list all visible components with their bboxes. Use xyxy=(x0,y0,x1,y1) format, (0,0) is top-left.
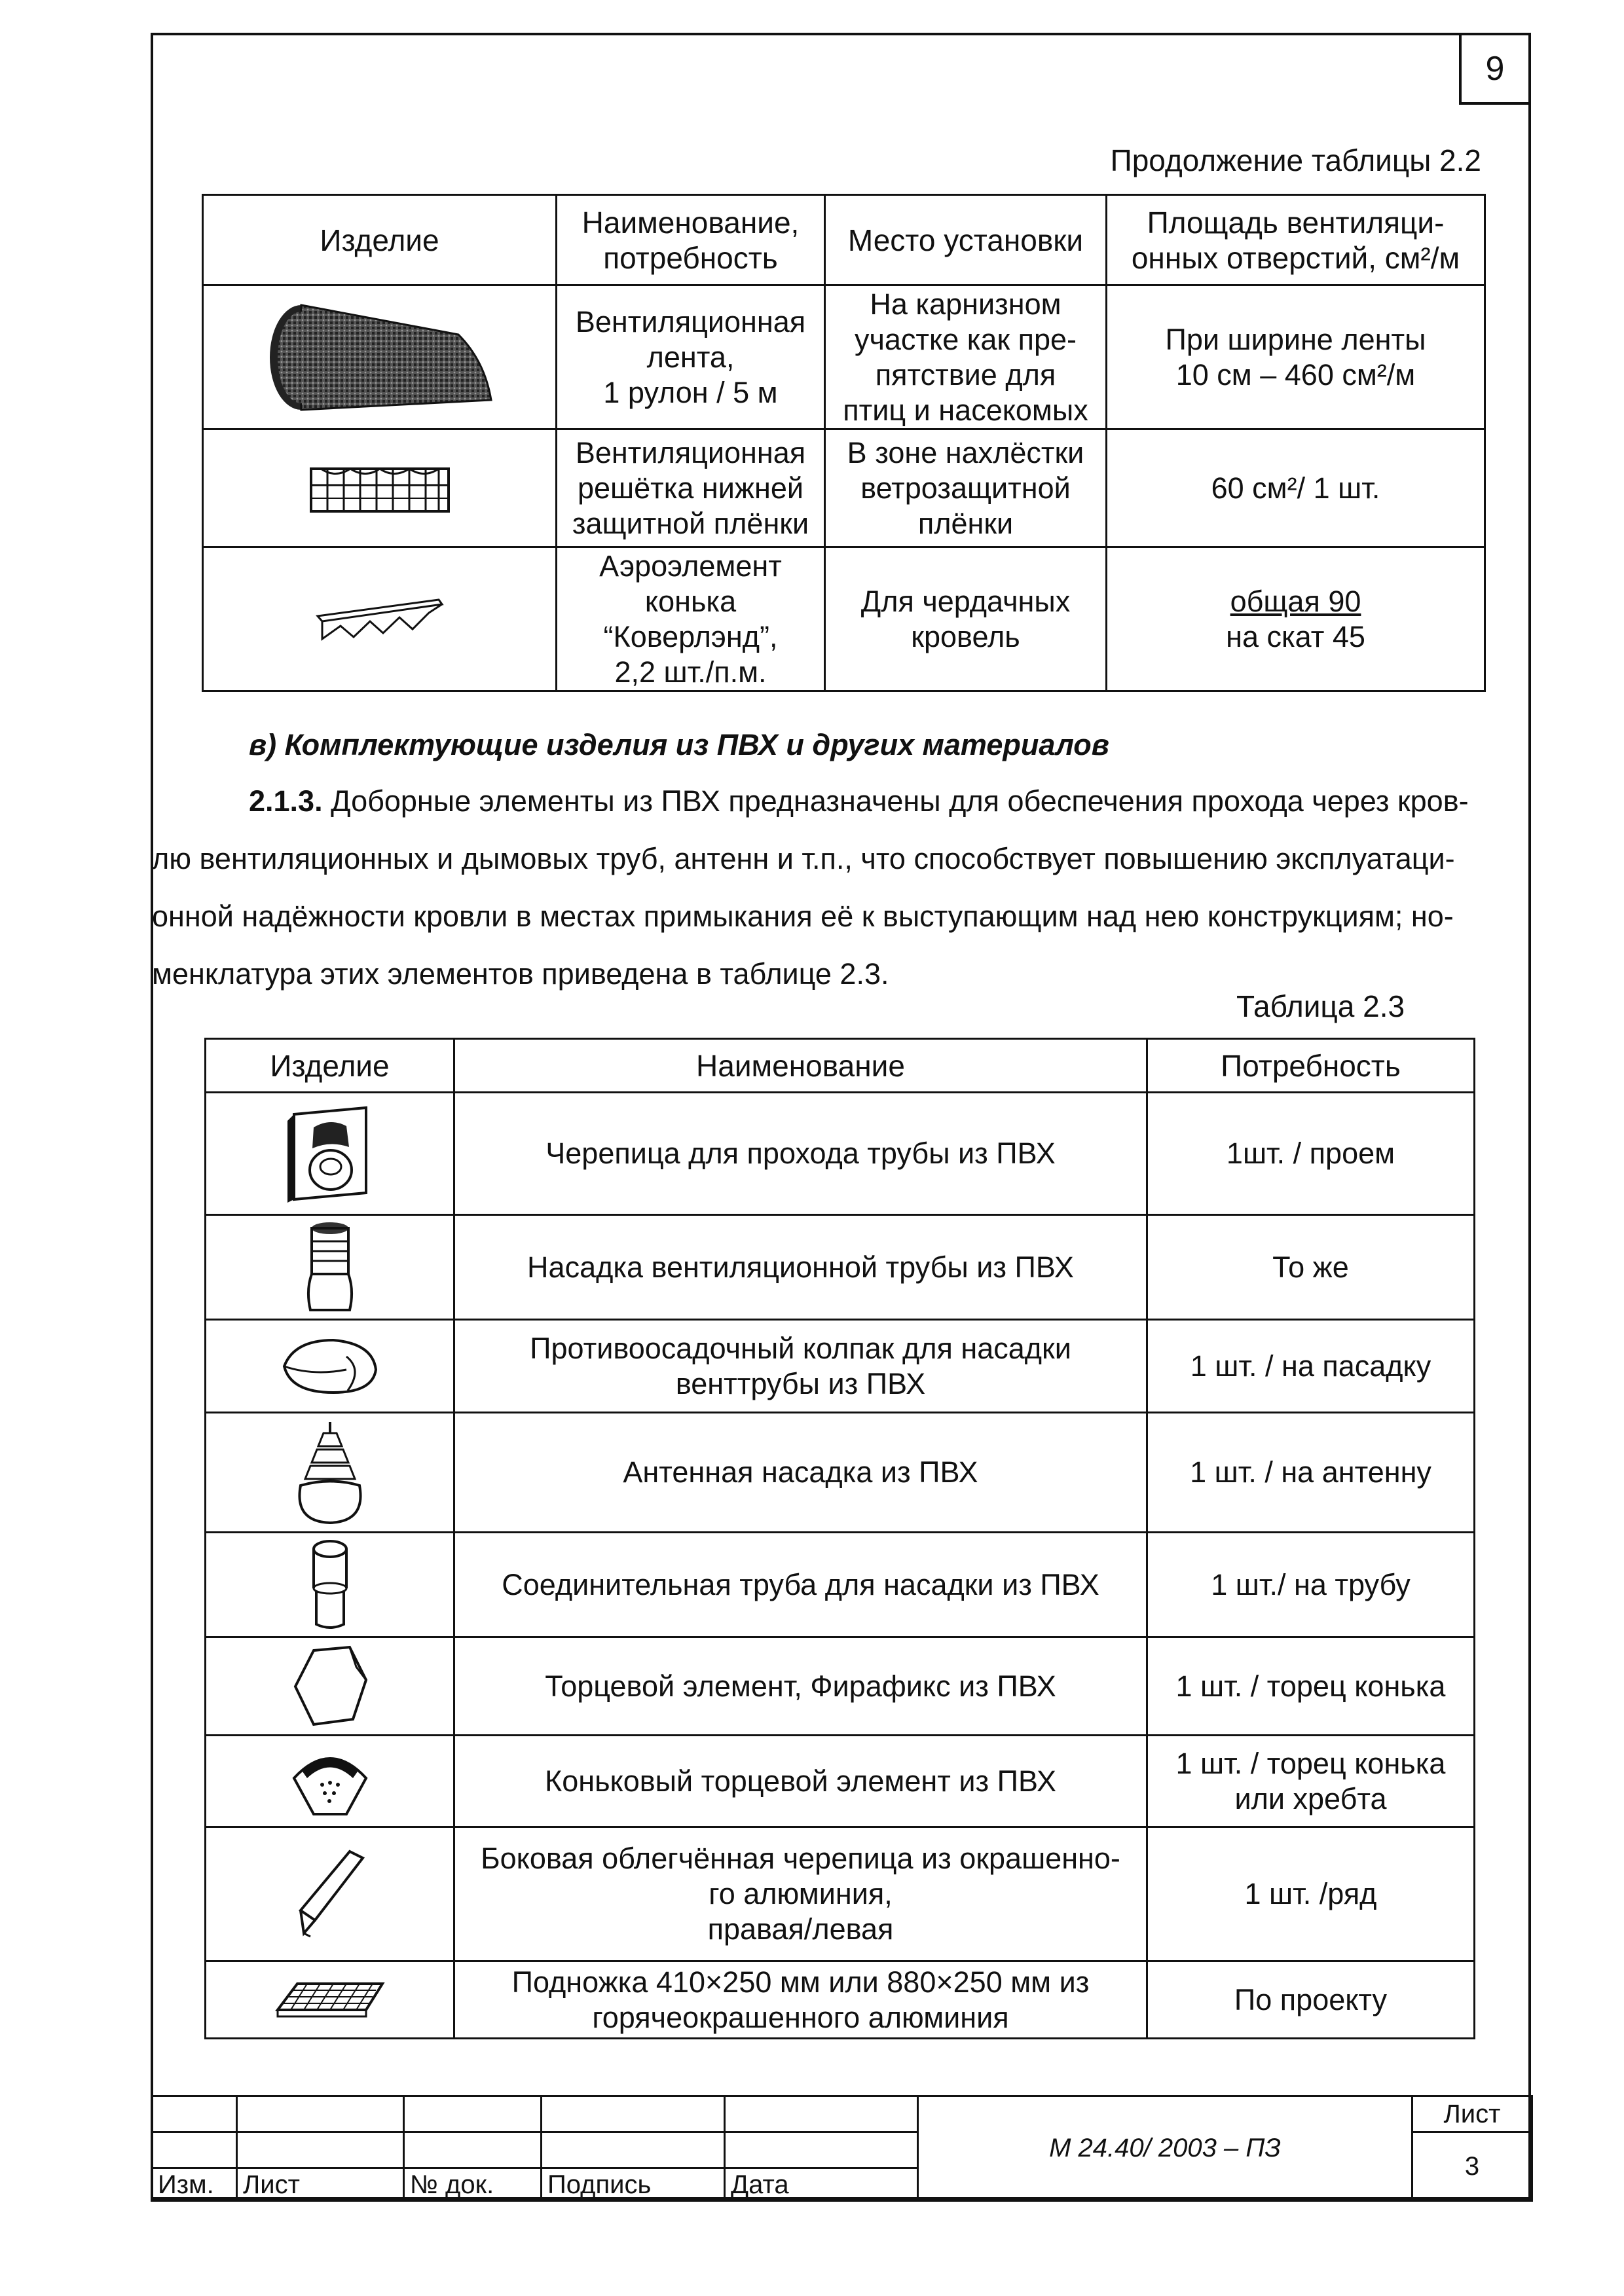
stamp-label-signature: Подпись xyxy=(542,2168,725,2201)
ventilation-grille-icon xyxy=(308,459,452,518)
stamp-label-change: Изм. xyxy=(152,2168,237,2201)
table23-row6-need: 1 шт. / торец конька xyxy=(1147,1637,1475,1736)
product-image-cell xyxy=(206,1320,454,1413)
title-block xyxy=(151,2095,1531,2200)
table22-row1-name: Вентиляционная лента, 1 рулон / 5 м xyxy=(557,285,825,429)
table22-header-place: Место установки xyxy=(825,195,1107,285)
table23-row9-name: Подножка 410×250 мм или 880×250 мм из горячеокрашенного алюминия xyxy=(454,1961,1147,2039)
product-image-cell xyxy=(203,547,557,691)
table22 xyxy=(202,194,1486,692)
table23-caption: Таблица 2.3 xyxy=(1236,989,1405,1023)
table23-row4-need: 1 шт. / на антенну xyxy=(1147,1413,1475,1533)
table22-row3-name: Аэроэлемент конька “Коверлэнд”, 2,2 шт./п.м. xyxy=(557,547,825,691)
table22-row2-area: 60 см²/ 1 шт. xyxy=(1107,429,1485,547)
pipe-passage-tile-icon xyxy=(281,1101,379,1206)
paragraph-2-1-3: 2.1.3. Доборные элементы из ПВХ предназначены для обеспечения прохода через кров- лю вентиляционных и дымовых труб, антенн и т.п., что способствует повышению эксплуатаци- онной надёжности кровли в местах примыкания её к выступающим над нею конструкциям; но- менклатура этих элементов приведена в таблице 2.3. xyxy=(152,784,1469,991)
sheet-number: 3 xyxy=(1412,2132,1532,2201)
table23-row2-name: Насадка вентиляционной трубы из ПВХ xyxy=(454,1215,1147,1320)
end-element-icon xyxy=(287,1641,373,1732)
vent-pipe-nozzle-icon xyxy=(294,1218,366,1317)
table23-row5-name: Соединительная труба для насадки из ПВХ xyxy=(454,1533,1147,1637)
table23-row4-name: Антенная насадка из ПВХ xyxy=(454,1413,1147,1533)
table23-row3-need: 1 шт. / на пасадку xyxy=(1147,1320,1475,1413)
table23 xyxy=(204,1038,1475,2039)
table23-row2-need: То же xyxy=(1147,1215,1475,1320)
table22-row2-place: В зоне нахлёстки ветрозащитной плёнки xyxy=(825,429,1107,547)
table23-header-need: Потребность xyxy=(1147,1039,1475,1093)
document-code: М 24.40/ 2003 – ПЗ xyxy=(918,2096,1412,2201)
product-image-cell xyxy=(203,429,557,547)
antenna-nozzle-icon xyxy=(284,1417,376,1528)
product-image-cell xyxy=(206,1093,454,1215)
product-image-cell xyxy=(206,1413,454,1533)
table-row xyxy=(203,429,1485,547)
ridge-aero-element-icon xyxy=(314,590,445,649)
stamp-label-date: Дата xyxy=(725,2168,918,2201)
table23-header-row xyxy=(206,1039,1475,1093)
product-image-cell xyxy=(203,285,557,429)
table23-row8-need: 1 шт. /ряд xyxy=(1147,1827,1475,1961)
footstep-icon xyxy=(271,1974,389,2026)
table-row xyxy=(206,1736,1475,1827)
table22-row2-name: Вентиляционная решётка нижней защитной плёнки xyxy=(557,429,825,547)
table22-header-name: Наименование, потребность xyxy=(557,195,825,285)
table22-header-area: Площадь вентиляци- онных отверстий, см²/м xyxy=(1107,195,1485,285)
table23-row1-need: 1шт. / проем xyxy=(1147,1093,1475,1215)
table-row xyxy=(206,1533,1475,1637)
table22-row1-place: На карнизном участке как пре- пятствие для птиц и насекомых xyxy=(825,285,1107,429)
table22-header-product: Изделие xyxy=(203,195,557,285)
page-number: 9 xyxy=(1459,33,1531,105)
table-row xyxy=(206,1827,1475,1961)
table-row xyxy=(203,285,1485,429)
table22-row3-area: общая 90 на скат 45 xyxy=(1107,547,1485,691)
side-tile-icon xyxy=(287,1838,373,1950)
table23-header-product: Изделие xyxy=(206,1039,454,1093)
product-image-cell xyxy=(206,1215,454,1320)
product-image-cell xyxy=(206,1637,454,1736)
table22-caption: Продолжение таблицы 2.2 xyxy=(1110,143,1481,177)
table23-row3-name: Противоосадочный колпак для насадки венттрубы из ПВХ xyxy=(454,1320,1147,1413)
sheet-label: Лист xyxy=(1412,2096,1532,2132)
table23-row5-need: 1 шт./ на трубу xyxy=(1147,1533,1475,1637)
table-row xyxy=(206,1215,1475,1320)
table23-row7-need: 1 шт. / торец конька или хребта xyxy=(1147,1736,1475,1827)
table-row xyxy=(206,1413,1475,1533)
product-image-cell xyxy=(206,1533,454,1637)
product-image-cell xyxy=(206,1961,454,2039)
table23-header-name: Наименование xyxy=(454,1039,1147,1093)
table23-row1-name: Черепица для прохода трубы из ПВХ xyxy=(454,1093,1147,1215)
table22-row3-place: Для чердачных кровель xyxy=(825,547,1107,691)
table22-header-row xyxy=(203,195,1485,285)
table23-row8-name: Боковая облегчённая черепица из окрашенно- го алюминия, правая/левая xyxy=(454,1827,1147,1961)
table23-row9-need: По проекту xyxy=(1147,1961,1475,2039)
stamp-label-sheet: Лист xyxy=(237,2168,404,2201)
ventilation-tape-icon xyxy=(262,295,498,420)
rain-cap-icon xyxy=(274,1330,386,1402)
product-image-cell xyxy=(206,1736,454,1827)
connecting-pipe-icon xyxy=(301,1536,360,1634)
table-row xyxy=(206,1093,1475,1215)
table-row xyxy=(206,1320,1475,1413)
table23-row6-name: Торцевой элемент, Фирафикс из ПВХ xyxy=(454,1637,1147,1736)
table-row xyxy=(206,1961,1475,2039)
stamp-label-doc-no: № док. xyxy=(404,2168,542,2201)
ridge-end-element-icon xyxy=(284,1742,376,1821)
table22-row1-area: При ширине ленты 10 см – 460 см²/м xyxy=(1107,285,1485,429)
table23-row7-name: Коньковый торцевой элемент из ПВХ xyxy=(454,1736,1147,1827)
product-image-cell xyxy=(206,1827,454,1961)
table-row xyxy=(206,1637,1475,1736)
table-row xyxy=(203,547,1485,691)
paragraph-number: 2.1.3. xyxy=(249,784,323,818)
section-title: в) Комплектующие изделия из ПВХ и других материалов xyxy=(249,728,1109,761)
